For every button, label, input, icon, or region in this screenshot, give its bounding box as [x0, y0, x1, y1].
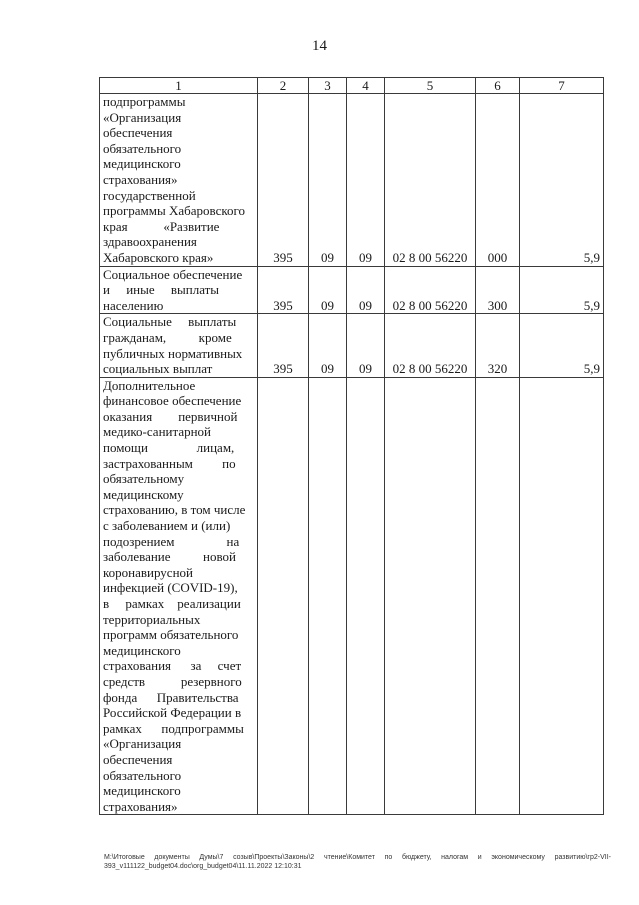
header-col-3: 3: [309, 78, 347, 94]
row-expense-type: 320: [476, 314, 520, 377]
table-row: [100, 266, 604, 314]
row-name-line: Социальные выплаты: [103, 314, 237, 330]
row-target-article: 02 8 00 56220: [385, 314, 476, 377]
row-name-line: медицинского: [103, 642, 181, 658]
row-name-line: обязательному: [103, 471, 185, 487]
row-name-cell: [100, 94, 258, 267]
row-amount: [520, 377, 604, 815]
row-name-line: медицинского: [103, 783, 181, 799]
row-admin-code: 395: [258, 266, 309, 314]
row-name-line: программы Хабаровского: [103, 203, 246, 219]
row-subsection: 09: [347, 266, 385, 314]
row-subsection: 09: [347, 314, 385, 377]
row-target-article: 02 8 00 56220: [385, 266, 476, 314]
row-name-line: медико-санитарной: [103, 424, 212, 440]
row-expense-type: 000: [476, 94, 520, 267]
row-expense-type: [476, 377, 520, 815]
row-name-line: здравоохранения: [103, 234, 197, 250]
row-name-line: обязательного: [103, 767, 182, 783]
row-expense-type: 300: [476, 266, 520, 314]
header-col-1: 1: [100, 78, 258, 94]
row-name-line: «Организация: [103, 736, 182, 752]
row-name-cell: [100, 266, 258, 314]
row-name-line: медицинскому: [103, 486, 184, 502]
row-name-line: обеспечения: [103, 125, 173, 141]
row-name-line: социальных выплат: [103, 361, 213, 377]
budget-table: [99, 77, 604, 815]
row-target-article: [385, 377, 476, 815]
row-section: 09: [309, 314, 347, 377]
row-name-line: территориальных: [103, 611, 201, 627]
row-name-line: рамках подпрограммы: [103, 720, 244, 736]
row-name-line: Хабаровского края»: [103, 249, 214, 265]
row-name-line: «Организация: [103, 109, 182, 125]
table-row: [100, 377, 604, 815]
row-name-line: Российской Федерации в: [103, 705, 242, 721]
row-name-line: страхования»: [103, 171, 178, 187]
row-admin-code: 395: [258, 314, 309, 377]
document-path-footer: M:\Итоговые документы Думы\7 созыв\Проекты\Законы\2 чтение\Комитет по бюджету, налогам и экономическому развитию\гр2-VII-393_v111122_budget04.doc\org_budget04\11.11.2022 12:10:31: [104, 854, 611, 870]
row-admin-code: [258, 377, 309, 815]
row-subsection: 09: [347, 94, 385, 267]
row-section: [309, 377, 347, 815]
row-admin-code: 395: [258, 94, 309, 267]
row-name-line: Дополнительное: [103, 377, 196, 393]
row-name-line: коронавирусной: [103, 564, 193, 580]
row-name-line: страхованию, в том числе: [103, 502, 246, 518]
row-section: 09: [309, 266, 347, 314]
row-name-line: фонда Правительства: [103, 689, 239, 705]
row-subsection: [347, 377, 385, 815]
row-name-line: с заболеванием и (или): [103, 518, 231, 534]
header-col-5: 5: [385, 78, 476, 94]
row-name-line: страхования»: [103, 798, 178, 814]
page-number: 14: [312, 38, 327, 54]
row-name-line: подозрением на: [103, 533, 240, 549]
row-name-line: инфекцией (COVID-19),: [103, 580, 238, 596]
row-name-line: государственной: [103, 187, 196, 203]
row-name-line: заболевание новой: [103, 549, 236, 565]
table-row: [100, 314, 604, 377]
row-name-line: Социальное обеспечение: [103, 266, 243, 282]
row-target-article: 02 8 00 56220: [385, 94, 476, 267]
row-name-line: страхования за счет: [103, 658, 242, 674]
row-name-line: обеспечения: [103, 751, 173, 767]
row-name-line: программ обязательного: [103, 627, 239, 643]
table-row: [100, 94, 604, 267]
row-name-line: обязательного: [103, 140, 182, 156]
row-name-line: застрахованным по: [103, 455, 236, 471]
row-amount: 5,9: [520, 314, 604, 377]
header-col-4: 4: [347, 78, 385, 94]
row-amount: 5,9: [520, 266, 604, 314]
row-name-line: населению: [103, 297, 164, 313]
row-name-line: публичных нормативных: [103, 345, 243, 361]
row-name-line: края «Развитие: [103, 218, 220, 234]
table-header-row: [100, 78, 604, 94]
row-name-line: финансовое обеспечение: [103, 393, 242, 409]
row-name-line: средств резервного: [103, 673, 242, 689]
row-name-line: подпрограммы: [103, 94, 186, 109]
row-section: 09: [309, 94, 347, 267]
row-name-line: гражданам, кроме: [103, 329, 232, 345]
header-col-7: 7: [520, 78, 604, 94]
header-col-6: 6: [476, 78, 520, 94]
row-name-cell: [100, 377, 258, 815]
row-name-line: и иные выплаты: [103, 282, 220, 298]
row-name-line: оказания первичной: [103, 408, 238, 424]
row-amount: 5,9: [520, 94, 604, 267]
row-name-cell: [100, 314, 258, 377]
row-name-line: в рамках реализации: [103, 596, 241, 611]
row-name-line: медицинского: [103, 156, 181, 172]
header-col-2: 2: [258, 78, 309, 94]
row-name-line: помощи лицам,: [103, 440, 235, 456]
